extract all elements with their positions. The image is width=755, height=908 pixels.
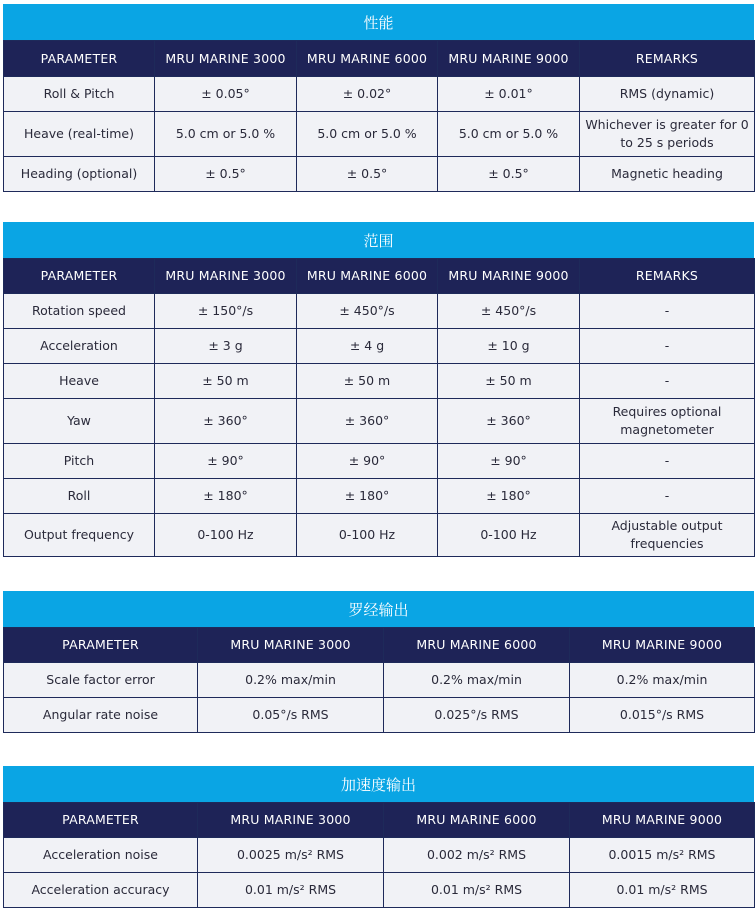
column-header: MRU MARINE 9000 <box>570 628 755 663</box>
value-cell: ± 10 g <box>438 329 580 364</box>
column-header: MRU MARINE 3000 <box>155 41 297 77</box>
remarks-cell: - <box>580 479 755 514</box>
column-header: MRU MARINE 9000 <box>438 259 580 294</box>
section-title: 性能 <box>3 4 754 40</box>
parameter-cell: Pitch <box>4 444 155 479</box>
table-row <box>4 364 755 399</box>
table-row <box>4 112 755 157</box>
value-cell: ± 360° <box>438 399 580 444</box>
table-row <box>4 479 755 514</box>
parameter-cell: Roll <box>4 479 155 514</box>
acceleration-output-table <box>3 802 755 908</box>
remarks-cell: Whichever is greater for 0 to 25 s periods <box>580 112 755 157</box>
table-row <box>4 329 755 364</box>
value-cell: ± 90° <box>297 444 438 479</box>
column-header: REMARKS <box>580 259 755 294</box>
section-title: 加速度输出 <box>3 766 754 802</box>
performance-section <box>3 4 754 192</box>
gyro-output-table <box>3 627 755 733</box>
table-row <box>4 873 755 908</box>
value-cell: 0-100 Hz <box>438 514 580 557</box>
parameter-cell: Output frequency <box>4 514 155 557</box>
value-cell: 0.015°/s RMS <box>570 698 755 733</box>
value-cell: 0.2% max/min <box>570 663 755 698</box>
remarks-cell: Magnetic heading <box>580 157 755 192</box>
column-header: PARAMETER <box>4 259 155 294</box>
value-cell: ± 90° <box>155 444 297 479</box>
value-cell: 0.01 m/s² RMS <box>570 873 755 908</box>
column-header: MRU MARINE 6000 <box>384 628 570 663</box>
value-cell: ± 360° <box>297 399 438 444</box>
gyro-output-section <box>3 591 754 733</box>
column-header: MRU MARINE 3000 <box>198 628 384 663</box>
remarks-cell: Adjustable output frequencies <box>580 514 755 557</box>
table-row <box>4 157 755 192</box>
remarks-cell: - <box>580 294 755 329</box>
header-row <box>4 259 755 294</box>
value-cell: ± 50 m <box>297 364 438 399</box>
performance-table <box>3 40 755 192</box>
value-cell: 0.025°/s RMS <box>384 698 570 733</box>
value-cell: ± 0.02° <box>297 77 438 112</box>
value-cell: ± 0.5° <box>438 157 580 192</box>
value-cell: ± 0.01° <box>438 77 580 112</box>
value-cell: ± 450°/s <box>438 294 580 329</box>
value-cell: 0.002 m/s² RMS <box>384 838 570 873</box>
table-row <box>4 294 755 329</box>
parameter-cell: Heading (optional) <box>4 157 155 192</box>
remarks-cell: Requires optional magnetometer <box>580 399 755 444</box>
value-cell: ± 360° <box>155 399 297 444</box>
value-cell: 5.0 cm or 5.0 % <box>438 112 580 157</box>
value-cell: ± 3 g <box>155 329 297 364</box>
value-cell: ± 4 g <box>297 329 438 364</box>
parameter-cell: Heave (real-time) <box>4 112 155 157</box>
header-row <box>4 628 755 663</box>
value-cell: 0.01 m/s² RMS <box>198 873 384 908</box>
column-header: PARAMETER <box>4 803 198 838</box>
parameter-cell: Roll & Pitch <box>4 77 155 112</box>
range-section <box>3 222 754 557</box>
section-title: 罗经输出 <box>3 591 754 627</box>
remarks-cell: - <box>580 444 755 479</box>
range-table <box>3 258 755 557</box>
header-row <box>4 41 755 77</box>
parameter-cell: Acceleration accuracy <box>4 873 198 908</box>
column-header: MRU MARINE 9000 <box>570 803 755 838</box>
value-cell: 0.0025 m/s² RMS <box>198 838 384 873</box>
parameter-cell: Angular rate noise <box>4 698 198 733</box>
value-cell: 0-100 Hz <box>155 514 297 557</box>
parameter-cell: Heave <box>4 364 155 399</box>
parameter-cell: Rotation speed <box>4 294 155 329</box>
value-cell: ± 50 m <box>438 364 580 399</box>
value-cell: 0.0015 m/s² RMS <box>570 838 755 873</box>
value-cell: ± 50 m <box>155 364 297 399</box>
column-header: MRU MARINE 3000 <box>198 803 384 838</box>
value-cell: 0-100 Hz <box>297 514 438 557</box>
column-header: REMARKS <box>580 41 755 77</box>
parameter-cell: Yaw <box>4 399 155 444</box>
value-cell: ± 0.5° <box>155 157 297 192</box>
column-header: MRU MARINE 6000 <box>297 259 438 294</box>
column-header: MRU MARINE 3000 <box>155 259 297 294</box>
table-row <box>4 698 755 733</box>
value-cell: ± 180° <box>297 479 438 514</box>
table-row <box>4 838 755 873</box>
value-cell: ± 180° <box>155 479 297 514</box>
value-cell: 0.2% max/min <box>384 663 570 698</box>
column-header: MRU MARINE 9000 <box>438 41 580 77</box>
remarks-cell: RMS (dynamic) <box>580 77 755 112</box>
parameter-cell: Acceleration noise <box>4 838 198 873</box>
value-cell: 0.2% max/min <box>198 663 384 698</box>
table-row <box>4 399 755 444</box>
remarks-cell: - <box>580 329 755 364</box>
value-cell: ± 180° <box>438 479 580 514</box>
value-cell: ± 0.05° <box>155 77 297 112</box>
value-cell: 0.05°/s RMS <box>198 698 384 733</box>
value-cell: ± 90° <box>438 444 580 479</box>
header-row <box>4 803 755 838</box>
table-row <box>4 663 755 698</box>
acceleration-output-section <box>3 766 754 908</box>
value-cell: ± 150°/s <box>155 294 297 329</box>
value-cell: ± 450°/s <box>297 294 438 329</box>
section-title: 范围 <box>3 222 754 258</box>
column-header: MRU MARINE 6000 <box>384 803 570 838</box>
column-header: PARAMETER <box>4 628 198 663</box>
value-cell: 5.0 cm or 5.0 % <box>297 112 438 157</box>
value-cell: ± 0.5° <box>297 157 438 192</box>
table-row <box>4 77 755 112</box>
parameter-cell: Scale factor error <box>4 663 198 698</box>
table-row <box>4 444 755 479</box>
remarks-cell: - <box>580 364 755 399</box>
column-header: PARAMETER <box>4 41 155 77</box>
table-row <box>4 514 755 557</box>
parameter-cell: Acceleration <box>4 329 155 364</box>
value-cell: 0.01 m/s² RMS <box>384 873 570 908</box>
column-header: MRU MARINE 6000 <box>297 41 438 77</box>
value-cell: 5.0 cm or 5.0 % <box>155 112 297 157</box>
